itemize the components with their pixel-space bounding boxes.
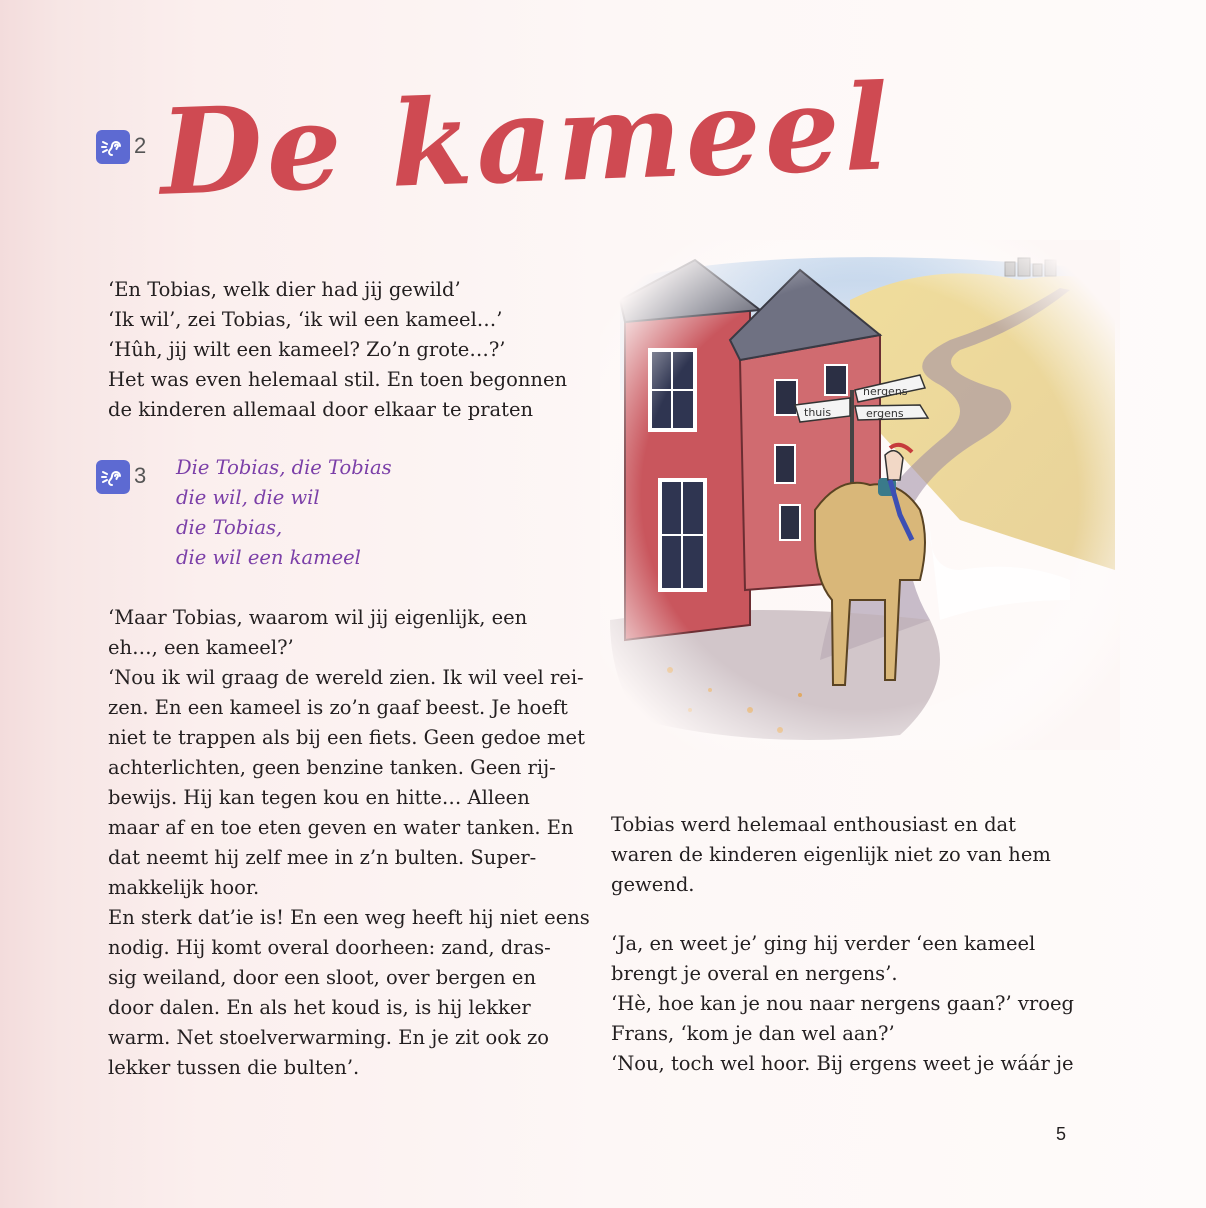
right-paragraph-2: [611, 929, 1074, 1079]
text-line: dat neemt hij zelf mee in z’n bulten. Super-: [108, 846, 537, 869]
text-line: ‘Maar Tobias, waarom wil jij eigenlijk, een: [108, 606, 528, 629]
song-lyrics: [176, 453, 392, 573]
right-paragraph-1: [611, 810, 1051, 900]
text-line: de kinderen allemaal door elkaar te praten: [108, 398, 534, 421]
lyric-line: Die Tobias, die Tobias: [176, 456, 392, 479]
camel-illustration: [600, 240, 1120, 750]
text-line: eh…, een kameel?’: [108, 636, 294, 659]
ear-audio-icon[interactable]: [96, 130, 130, 164]
text-line: niet te trappen als bij een fiets. Geen gedoe met: [108, 726, 585, 749]
text-line: zen. En een kameel is zo’n gaaf beest. Je hoeft: [108, 696, 568, 719]
track-number-3: 3: [134, 463, 147, 488]
main-paragraph: [108, 603, 590, 1083]
text-line: Het was even helemaal stil. En toen begonnen: [108, 368, 568, 391]
lyric-line: die wil een kameel: [176, 546, 361, 569]
ear-audio-icon[interactable]: [96, 460, 130, 494]
text-line: lekker tussen die bulten’.: [108, 1056, 360, 1079]
text-line: makkelijk hoor.: [108, 876, 260, 899]
lyric-line: die Tobias,: [176, 516, 283, 539]
text-line: achterlichten, geen benzine tanken. Geen rij-: [108, 756, 556, 779]
text-line: waren de kinderen eigenlijk niet zo van hem: [611, 843, 1051, 866]
lyric-line: die wil, die wil: [176, 486, 320, 509]
text-line: Frans, ‘kom je dan wel aan?’: [611, 1022, 895, 1045]
text-line: ‘En Tobias, welk dier had jij gewild’: [108, 278, 461, 301]
text-line: maar af en toe eten geven en water tanken. En: [108, 816, 574, 839]
text-line: ‘Nou, toch wel hoor. Bij ergens weet je wáár je: [611, 1052, 1074, 1075]
text-line: door dalen. En als het koud is, is hij lekker: [108, 996, 531, 1019]
text-line: ‘Ik wil’, zei Tobias, ‘ik wil een kameel…’: [108, 308, 503, 331]
text-line: ‘Nou ik wil graag de wereld zien. Ik wil veel rei-: [108, 666, 584, 689]
text-line: ‘Ja, en weet je’ ging hij verder ‘een kameel: [611, 932, 1036, 955]
text-line: ‘Hûh, jij wilt een kameel? Zo’n grote…?’: [108, 338, 506, 361]
track-number-2: 2: [134, 133, 147, 158]
page-title: De kameel: [157, 57, 895, 222]
text-line: warm. Net stoelverwarming. En je zit ook zo: [108, 1026, 550, 1049]
text-line: bewijs. Hij kan tegen kou en hitte… Alleen: [108, 786, 530, 809]
text-line: ‘Hè, hoe kan je nou naar nergens gaan?’ vroeg: [611, 992, 1075, 1015]
text-line: Tobias werd helemaal enthousiast en dat: [611, 813, 1017, 836]
page-number: 5: [1056, 1124, 1067, 1144]
intro-paragraph: [108, 275, 567, 425]
text-line: gewend.: [611, 873, 695, 896]
text-line: nodig. Hij komt overal doorheen: zand, dras-: [108, 936, 551, 959]
text-line: sig weiland, door een sloot, over bergen en: [108, 966, 537, 989]
text-line: En sterk dat’ie is! En een weg heeft hij niet eens: [108, 906, 590, 929]
text-line: brengt je overal en nergens’.: [611, 962, 898, 985]
